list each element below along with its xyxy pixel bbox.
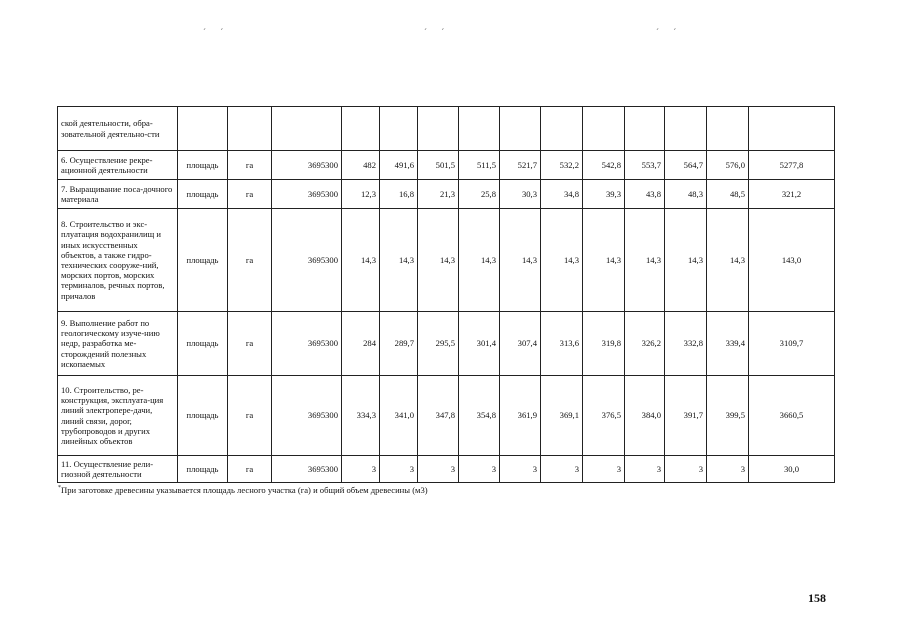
year-value-cell: 3 xyxy=(459,456,500,483)
year-value-cell: 553,7 xyxy=(625,151,665,180)
area-cell xyxy=(272,107,342,151)
year-value-cell xyxy=(459,107,500,151)
year-value-cell: 521,7 xyxy=(500,151,541,180)
unit-cell: площадь xyxy=(178,151,228,180)
year-value-cell xyxy=(541,107,583,151)
area-cell: 3695300 xyxy=(272,151,342,180)
year-value-cell: 307,4 xyxy=(500,312,541,376)
activity-name: 11. Осуществление рели-гиозной деятельности xyxy=(58,456,178,483)
table-row xyxy=(58,180,835,209)
year-value-cell xyxy=(418,107,459,151)
year-value-cell xyxy=(380,107,418,151)
year-value-cell: 354,8 xyxy=(459,376,500,456)
year-value-cell: 542,8 xyxy=(583,151,625,180)
year-value-cell xyxy=(625,107,665,151)
scan-mark: ´ ´ xyxy=(656,27,683,37)
year-value-cell: 334,3 xyxy=(342,376,380,456)
total-cell: 321,2 xyxy=(749,180,835,209)
year-value-cell xyxy=(665,107,707,151)
year-value-cell: 361,9 xyxy=(500,376,541,456)
year-value-cell: 3 xyxy=(342,456,380,483)
year-value-cell: 347,8 xyxy=(418,376,459,456)
year-value-cell: 48,5 xyxy=(707,180,749,209)
footnote xyxy=(58,485,428,495)
year-value-cell: 30,3 xyxy=(500,180,541,209)
year-value-cell: 14,3 xyxy=(459,209,500,312)
unit-cell: площадь xyxy=(178,209,228,312)
total-cell: 5277,8 xyxy=(749,151,835,180)
total-cell: 3660,5 xyxy=(749,376,835,456)
year-value-cell: 3 xyxy=(583,456,625,483)
unit-cell: площадь xyxy=(178,376,228,456)
table-row xyxy=(58,376,835,456)
unit-cell xyxy=(178,107,228,151)
year-value-cell: 14,3 xyxy=(625,209,665,312)
year-value-cell: 34,8 xyxy=(541,180,583,209)
year-value-cell: 576,0 xyxy=(707,151,749,180)
total-cell: 30,0 xyxy=(749,456,835,483)
total-cell: 3109,7 xyxy=(749,312,835,376)
table-row xyxy=(58,456,835,483)
year-value-cell: 3 xyxy=(418,456,459,483)
year-value-cell: 326,2 xyxy=(625,312,665,376)
year-value-cell: 491,6 xyxy=(380,151,418,180)
year-value-cell: 3 xyxy=(500,456,541,483)
uom-cell: га xyxy=(228,312,272,376)
year-value-cell: 3 xyxy=(665,456,707,483)
year-value-cell: 21,3 xyxy=(418,180,459,209)
activity-name: ской деятельности, обра-зовательной деятельно-сти xyxy=(58,107,178,151)
year-value-cell: 501,5 xyxy=(418,151,459,180)
activity-name: 9. Выполнение работ по геологическому изуче-нию недр, разработка ме-сторождений полезных ископаемых xyxy=(58,312,178,376)
unit-cell: площадь xyxy=(178,180,228,209)
year-value-cell: 3 xyxy=(380,456,418,483)
year-value-cell xyxy=(500,107,541,151)
year-value-cell: 532,2 xyxy=(541,151,583,180)
uom-cell: га xyxy=(228,180,272,209)
year-value-cell: 14,3 xyxy=(707,209,749,312)
area-cell: 3695300 xyxy=(272,209,342,312)
area-cell: 3695300 xyxy=(272,456,342,483)
uom-cell: га xyxy=(228,456,272,483)
year-value-cell: 14,3 xyxy=(665,209,707,312)
uom-cell: га xyxy=(228,209,272,312)
year-value-cell: 14,3 xyxy=(583,209,625,312)
year-value-cell: 3 xyxy=(625,456,665,483)
total-cell: 143,0 xyxy=(749,209,835,312)
uom-cell xyxy=(228,107,272,151)
year-value-cell xyxy=(707,107,749,151)
unit-cell: площадь xyxy=(178,312,228,376)
year-value-cell: 14,3 xyxy=(380,209,418,312)
activity-name: 8. Строительство и экс-плуатация водохранилищ и иных искусственных объектов, а также гидро-технических сооруже-ний, морских портов, морских терминалов, речных портов, причалов xyxy=(58,209,178,312)
area-cell: 3695300 xyxy=(272,376,342,456)
year-value-cell: 43,8 xyxy=(625,180,665,209)
year-value-cell: 295,5 xyxy=(418,312,459,376)
table-row xyxy=(58,312,835,376)
year-value-cell: 301,4 xyxy=(459,312,500,376)
year-value-cell: 14,3 xyxy=(418,209,459,312)
area-cell: 3695300 xyxy=(272,312,342,376)
year-value-cell: 564,7 xyxy=(665,151,707,180)
year-value-cell: 289,7 xyxy=(380,312,418,376)
year-value-cell: 376,5 xyxy=(583,376,625,456)
area-cell: 3695300 xyxy=(272,180,342,209)
total-cell xyxy=(749,107,835,151)
year-value-cell: 339,4 xyxy=(707,312,749,376)
page-number: 158 xyxy=(808,591,826,605)
footnote-mark: * xyxy=(58,485,61,492)
year-value-cell: 399,5 xyxy=(707,376,749,456)
scan-mark: ´ ´ xyxy=(203,27,230,37)
year-value-cell: 384,0 xyxy=(625,376,665,456)
year-value-cell: 14,3 xyxy=(342,209,380,312)
unit-cell: площадь xyxy=(178,456,228,483)
year-value-cell: 313,6 xyxy=(541,312,583,376)
uom-cell: га xyxy=(228,151,272,180)
activity-name: 7. Выращивание поса-дочного материала xyxy=(58,180,178,209)
activity-name: 10. Строительство, ре-конструкция, эксплуата-ция линий электропере-дачи, линий связи, дорог, трубопроводов и других линейных объектов xyxy=(58,376,178,456)
year-value-cell: 319,8 xyxy=(583,312,625,376)
year-value-cell: 369,1 xyxy=(541,376,583,456)
footnote-text: При заготовке древесины указывается площадь лесного участка (га) и общий объем древесины (м3) xyxy=(61,485,428,495)
table-row xyxy=(58,151,835,180)
table-row xyxy=(58,107,835,151)
table-row xyxy=(58,209,835,312)
year-value-cell xyxy=(583,107,625,151)
year-value-cell: 14,3 xyxy=(541,209,583,312)
year-value-cell: 39,3 xyxy=(583,180,625,209)
uom-cell: га xyxy=(228,376,272,456)
year-value-cell: 48,3 xyxy=(665,180,707,209)
forest-use-table xyxy=(57,106,835,483)
year-value-cell: 482 xyxy=(342,151,380,180)
scan-mark: ´ ´ xyxy=(424,27,451,37)
year-value-cell: 12,3 xyxy=(342,180,380,209)
year-value-cell: 14,3 xyxy=(500,209,541,312)
year-value-cell: 511,5 xyxy=(459,151,500,180)
year-value-cell: 3 xyxy=(707,456,749,483)
year-value-cell: 3 xyxy=(541,456,583,483)
year-value-cell: 284 xyxy=(342,312,380,376)
year-value-cell: 25,8 xyxy=(459,180,500,209)
year-value-cell: 332,8 xyxy=(665,312,707,376)
year-value-cell: 16,8 xyxy=(380,180,418,209)
year-value-cell xyxy=(342,107,380,151)
activity-name: 6. Осуществление рекре-ационной деятельности xyxy=(58,151,178,180)
year-value-cell: 391,7 xyxy=(665,376,707,456)
year-value-cell: 341,0 xyxy=(380,376,418,456)
